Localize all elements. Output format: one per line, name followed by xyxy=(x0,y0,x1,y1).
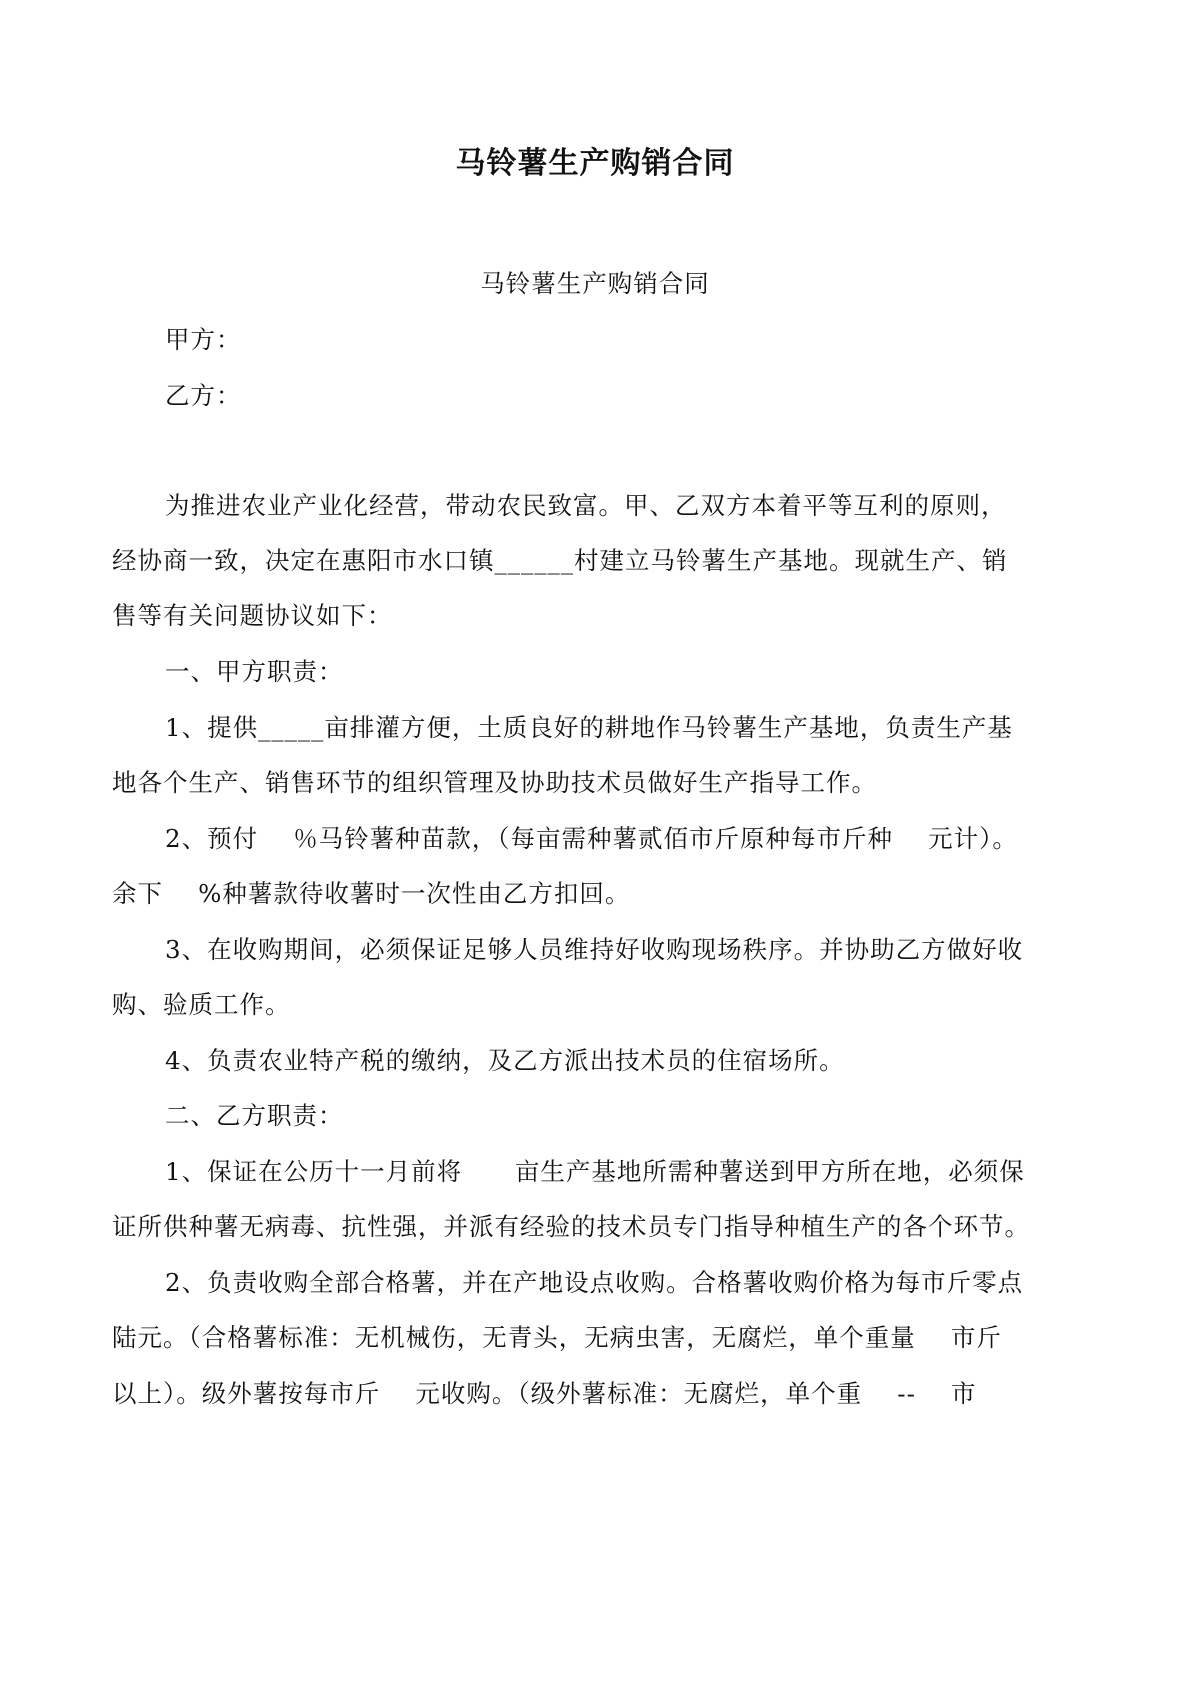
paragraph-line: 余下 %种薯款待收薯时一次性由乙方扣回。 xyxy=(112,879,631,908)
paragraph-line: 经协商一致，决定在惠阳市水口镇______村建立马铃薯生产基地。现就生产、销 xyxy=(112,546,1008,575)
paragraph-line: 购、验质工作。 xyxy=(112,990,291,1019)
paragraph-line: 4、负责农业特产税的缴纳，及乙方派出技术员的住宿场所。 xyxy=(165,1046,845,1075)
document-title: 马铃薯生产购销合同 xyxy=(455,146,735,181)
section-heading-party-b: 二、乙方职责： xyxy=(165,1101,344,1130)
paragraph-line: 以上）。级外薯按每市斤 元收购。（级外薯标准：无腐烂，单个重 -- 市 xyxy=(112,1379,977,1408)
paragraph-line: 售等有关问题协议如下： xyxy=(112,601,393,630)
contract-heading: 马铃薯生产购销合同 xyxy=(480,269,710,298)
section-heading-party-a: 一、甲方职责： xyxy=(165,657,344,686)
paragraph-line: 1、提供_____亩排灌方便，土质良好的耕地作马铃薯生产基地，负责生产基 xyxy=(165,713,1013,742)
paragraph-line: 3、在收购期间，必须保证足够人员维持好收购现场秩序。并协助乙方做好收 xyxy=(165,935,1024,964)
party-b-label: 乙方： xyxy=(165,381,242,410)
paragraph-line: 证所供种薯无病毒、抗性强，并派有经验的技术员专门指导种植生产的各个环节。 xyxy=(112,1212,1030,1241)
paragraph-line: 2、预付 ％马铃薯种苗款，（每亩需种薯贰佰市斤原种每市斤种 元计）。 xyxy=(165,824,1018,853)
paragraph-line: 为推进农业产业化经营，带动农民致富。甲、乙双方本着平等互利的原则， xyxy=(165,491,1007,520)
paragraph-line: 1、保证在公历十一月前将 亩生产基地所需种薯送到甲方所在地，必须保 xyxy=(165,1157,1025,1186)
paragraph-line: 陆元。（合格薯标准：无机械伤，无青头，无病虫害，无腐烂，单个重量 市斤 xyxy=(112,1323,1002,1352)
paragraph-line: 地各个生产、销售环节的组织管理及协助技术员做好生产指导工作。 xyxy=(112,768,877,797)
paragraph-line: 2、负责收购全部合格薯，并在产地设点收购。合格薯收购价格为每市斤零点 xyxy=(165,1268,1024,1297)
party-a-label: 甲方： xyxy=(165,325,242,354)
